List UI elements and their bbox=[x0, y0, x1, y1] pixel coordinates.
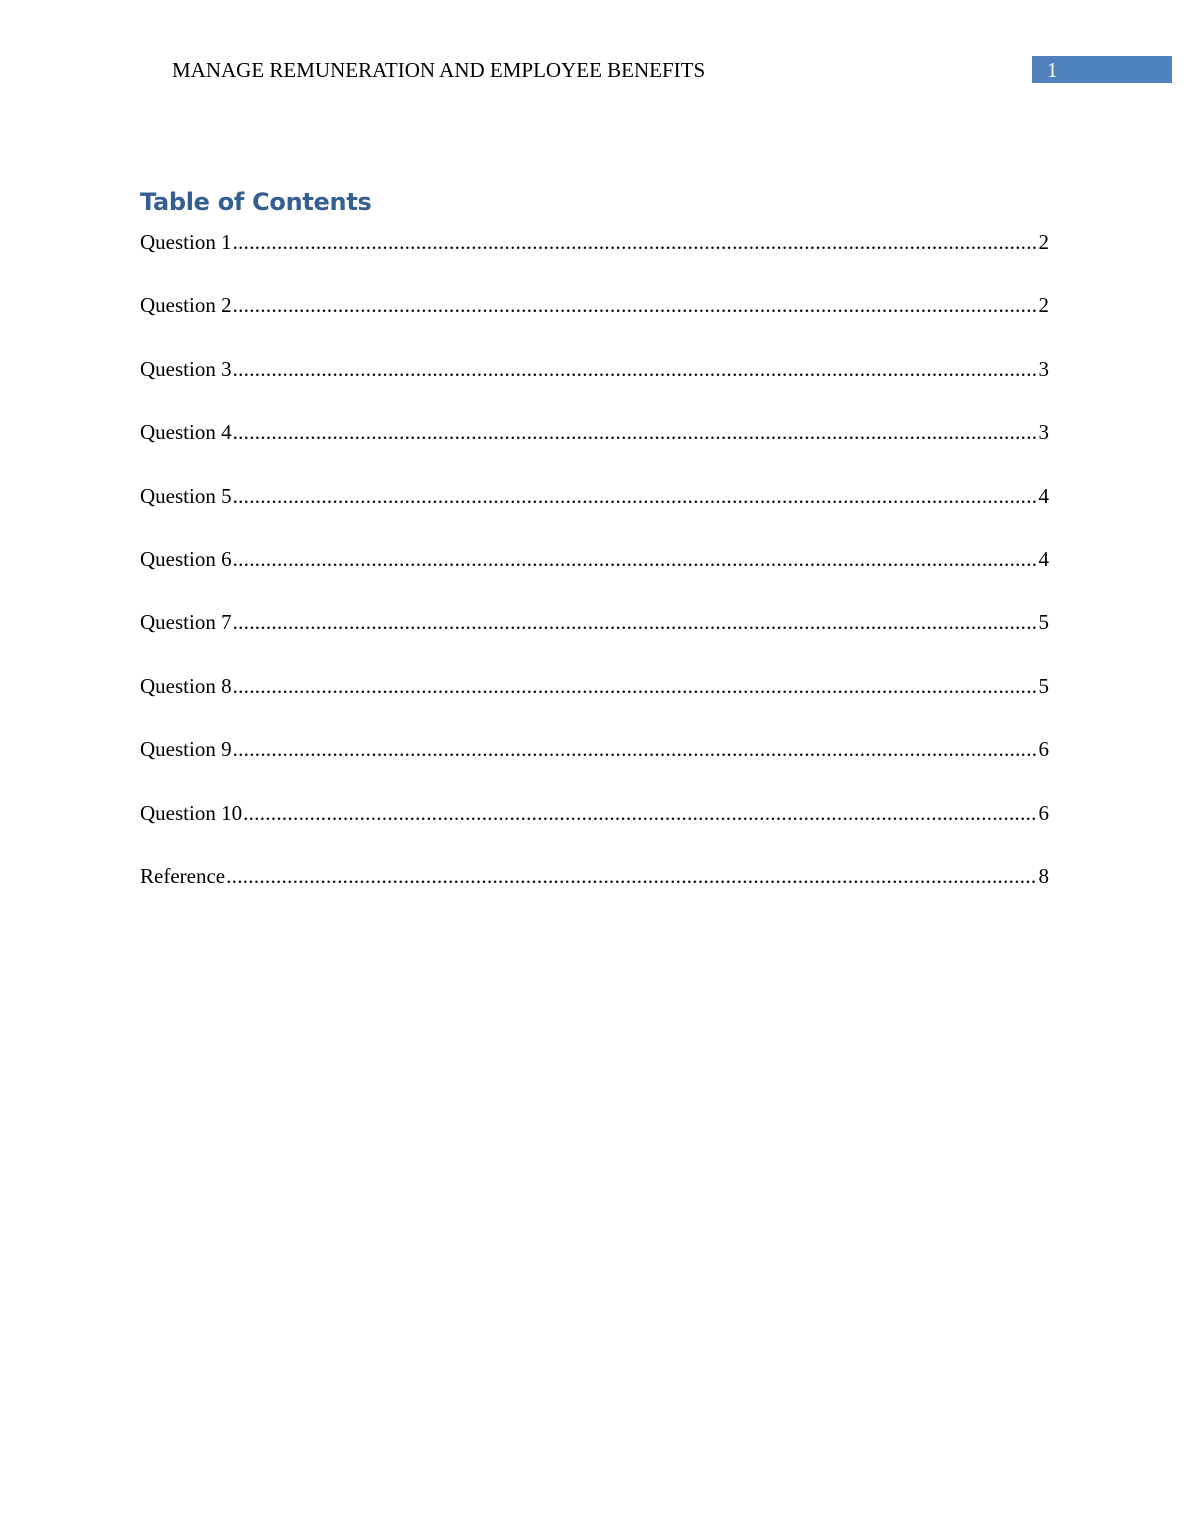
toc-entry-page: 2 bbox=[1038, 230, 1049, 254]
toc-dot-leader bbox=[233, 610, 1038, 634]
toc-heading: Table of Contents bbox=[140, 188, 372, 216]
toc-dot-leader bbox=[233, 230, 1038, 254]
toc-entry-reference[interactable] bbox=[140, 864, 1049, 888]
toc-entry-label: Reference bbox=[140, 863, 226, 888]
toc-entry-page: 4 bbox=[1038, 483, 1049, 508]
toc-dot-leader bbox=[233, 674, 1038, 698]
page-number-badge bbox=[1032, 56, 1172, 83]
toc-entry-question-10[interactable] bbox=[140, 801, 1049, 825]
toc-entry-question-6[interactable] bbox=[140, 547, 1049, 571]
toc-entry-label: Question 2 bbox=[140, 293, 232, 318]
toc-dot-leader bbox=[233, 357, 1038, 381]
toc-entry-label: Question 9 bbox=[140, 737, 232, 762]
toc-entry-page: 3 bbox=[1038, 356, 1049, 381]
toc-entry-question-1[interactable] bbox=[140, 230, 1049, 254]
toc-entry-label: Question 10 bbox=[140, 800, 243, 825]
toc-entry-question-2[interactable] bbox=[140, 293, 1049, 317]
toc-list bbox=[140, 230, 1049, 888]
toc-entry-page: 2 bbox=[1038, 293, 1049, 318]
toc-entry-question-3[interactable] bbox=[140, 357, 1049, 381]
page-header bbox=[0, 56, 1190, 84]
toc-entry-label: Question 8 bbox=[140, 673, 232, 698]
toc-dot-leader bbox=[243, 801, 1037, 825]
toc-entry-question-4[interactable] bbox=[140, 420, 1049, 444]
toc-dot-leader bbox=[226, 864, 1037, 888]
toc-entry-label: Question 3 bbox=[140, 356, 232, 381]
toc-entry-page: 5 bbox=[1038, 673, 1049, 698]
table-of-contents bbox=[140, 184, 1049, 927]
toc-entry-page: 6 bbox=[1038, 737, 1049, 762]
toc-entry-label: Question 1 bbox=[140, 230, 232, 254]
toc-entry-page: 3 bbox=[1038, 420, 1049, 445]
header-title: MANAGE REMUNERATION AND EMPLOYEE BENEFITS bbox=[172, 58, 706, 82]
page-number: 1 bbox=[1047, 58, 1058, 82]
toc-entry-label: Question 5 bbox=[140, 483, 232, 508]
toc-entry-page: 5 bbox=[1038, 610, 1049, 635]
toc-entry-label: Question 6 bbox=[140, 546, 232, 571]
toc-dot-leader bbox=[233, 420, 1038, 444]
toc-dot-leader bbox=[233, 293, 1038, 317]
toc-dot-leader bbox=[233, 484, 1038, 508]
toc-dot-leader bbox=[233, 737, 1038, 761]
toc-entry-label: Question 4 bbox=[140, 420, 232, 445]
toc-entry-label: Question 7 bbox=[140, 610, 232, 635]
toc-entry-page: 8 bbox=[1038, 863, 1049, 888]
toc-entry-question-8[interactable] bbox=[140, 674, 1049, 698]
toc-entry-question-7[interactable] bbox=[140, 610, 1049, 634]
toc-entry-question-5[interactable] bbox=[140, 484, 1049, 508]
toc-dot-leader bbox=[233, 547, 1038, 571]
toc-entry-page: 6 bbox=[1038, 800, 1049, 825]
toc-entry-question-9[interactable] bbox=[140, 737, 1049, 761]
toc-entry-page: 4 bbox=[1038, 546, 1049, 571]
